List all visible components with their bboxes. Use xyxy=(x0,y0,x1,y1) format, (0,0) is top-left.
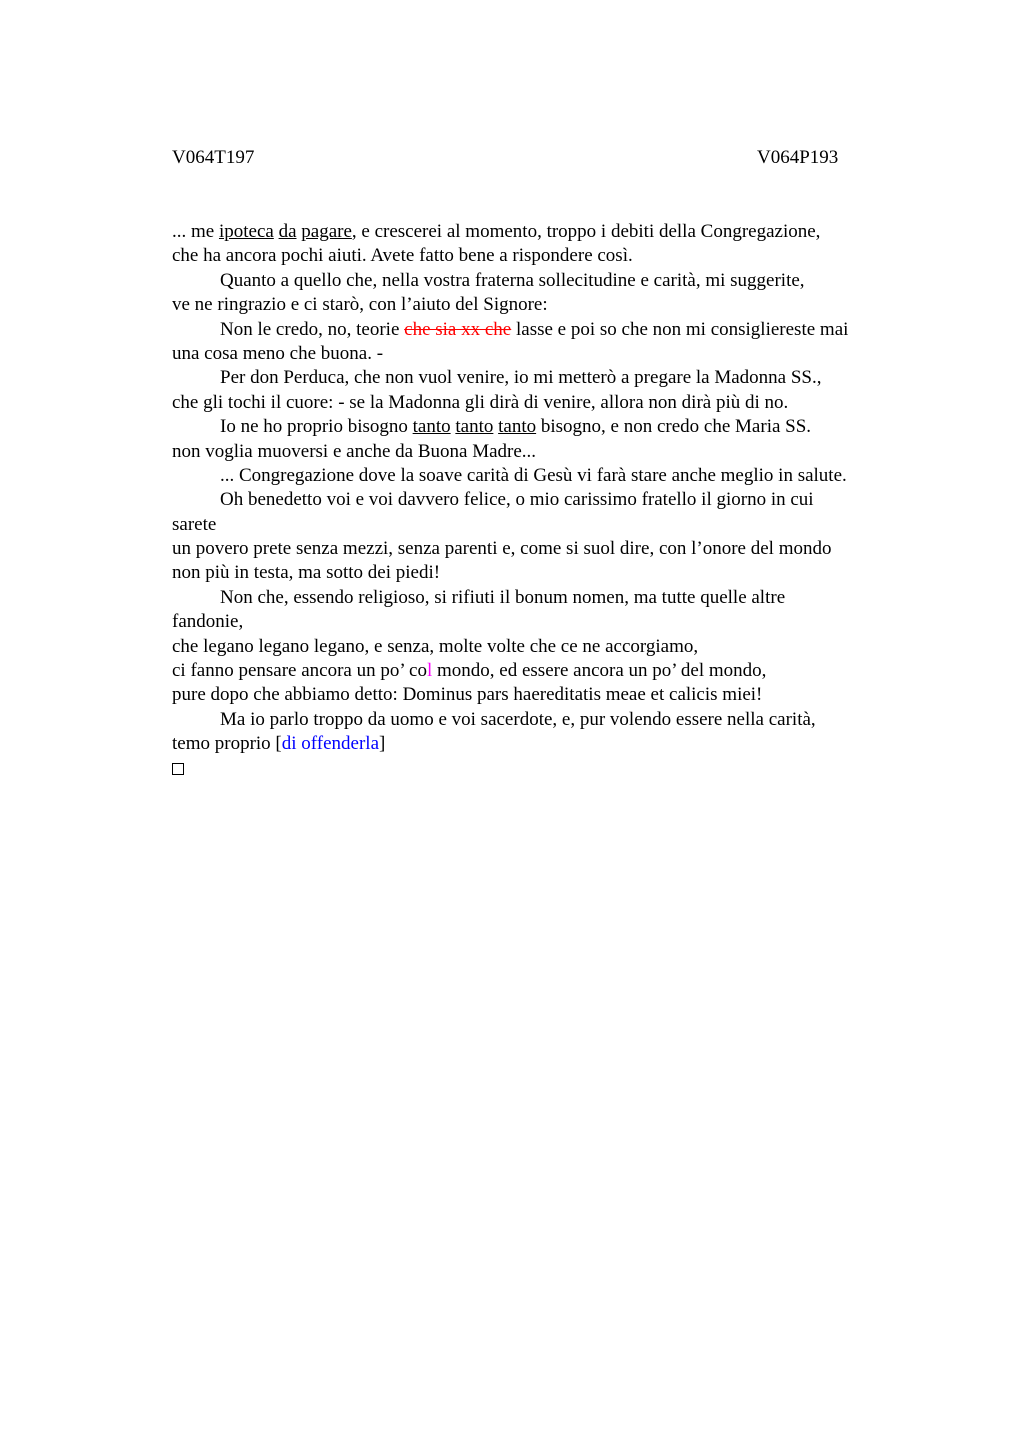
text-line: sarete xyxy=(172,513,217,535)
underlined-word: tanto xyxy=(412,416,451,438)
document-code-left: V064T197 xyxy=(172,147,255,168)
deleted-text: che sia xx che xyxy=(404,318,512,340)
text-line: che ha ancora pochi aiuti. Avete fatto bene a rispondere così. xyxy=(172,245,633,267)
text-line: Ma io parlo troppo da uomo e voi sacerdote, e, pur volendo essere nella carità, xyxy=(220,708,816,730)
text-line: non più in testa, ma sotto dei piedi! xyxy=(172,562,441,584)
text-line: Non le credo, no, teorie che sia xx che lasse e poi so che non mi consigliereste mai xyxy=(220,318,849,340)
text-line: temo proprio [di offenderla] xyxy=(172,733,386,755)
text-line: ve ne ringrazio e ci starò, con l’aiuto del Signore: xyxy=(172,294,548,316)
text-line: ... me ipoteca da pagare, e crescerei al momento, troppo i debiti della Congregazione, xyxy=(172,221,821,242)
supplied-text: di offenderla xyxy=(281,733,380,755)
text-line: Quanto a quello che, nella vostra fraterna sollecitudine e carità, mi suggerite, xyxy=(220,269,805,291)
text-line: non voglia muoversi e anche da Buona Madre... xyxy=(172,440,537,462)
end-marker-line xyxy=(172,757,912,781)
document-code-right: V064P193 xyxy=(757,147,839,168)
text-line: Oh benedetto voi e voi davvero felice, o mio carissimo fratello il giorno in cui xyxy=(220,489,814,511)
inserted-letter: l xyxy=(426,660,433,682)
underlined-word: da xyxy=(278,221,297,242)
text-line: ... Congregazione dove la soave carità di Gesù vi farà stare anche meglio in salute. xyxy=(220,464,847,486)
text-line: ci fanno pensare ancora un po’ col mondo, ed essere ancora un po’ del mondo, xyxy=(172,660,767,682)
text-line: una cosa meno che buona. - xyxy=(172,342,384,364)
text-line: pure dopo che abbiamo detto: Dominus pars haereditatis meae et calicis miei! xyxy=(172,684,763,706)
underlined-word: tanto xyxy=(498,416,537,438)
text-line: fandonie, xyxy=(172,611,244,633)
letter-body xyxy=(172,220,912,781)
text-line: Per don Perduca, che non vuol venire, io mi metterò a pregare la Madonna SS., xyxy=(220,367,822,389)
text-line: Non che, essendo religioso, si rifiuti il bonum nomen, ma tutte quelle altre xyxy=(220,586,786,608)
square-icon xyxy=(172,763,184,775)
text-line: che legano legano legano, e senza, molte volte che ce ne accorgiamo, xyxy=(172,635,699,657)
underlined-word: ipoteca xyxy=(218,221,274,242)
text-line: un povero prete senza mezzi, senza parenti e, come si suol dire, con l’onore del mondo xyxy=(172,538,832,560)
text-line: che gli tochi il cuore: - se la Madonna gli dirà di venire, allora non dirà più di no. xyxy=(172,391,789,413)
underlined-word: tanto xyxy=(455,416,494,438)
underlined-word: pagare xyxy=(301,221,352,242)
text-line: Io ne ho proprio bisogno tanto tanto tanto bisogno, e non credo che Maria SS. xyxy=(220,416,812,438)
